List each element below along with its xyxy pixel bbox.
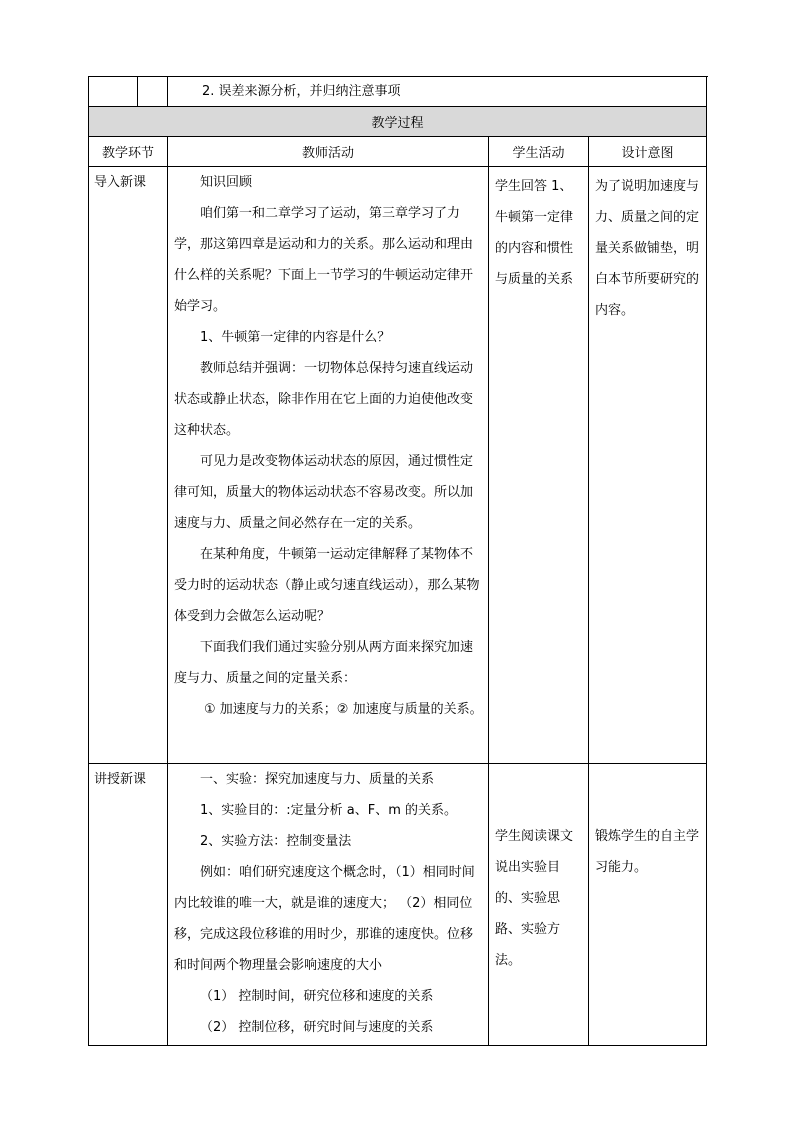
header-teacher: 教师活动 <box>168 137 489 167</box>
teacher-paragraph: 在某种角度，牛顿第一运动定律解释了某物体不受力时的运动状态（静止或匀速直线运动），那么某物体受到力会做怎么运动呢？ <box>174 547 480 624</box>
teacher-activity-cell <box>168 167 489 764</box>
teacher-paragraph: 1、牛顿第一定律的内容是什么？ <box>200 330 391 345</box>
header-stage: 教学环节 <box>89 137 168 167</box>
teacher-paragraph: 例如：咱们研究速度这个概念时，（1）相同时间内比较谁的唯一大，就是谁的速度大； （2）相同位移，完成这段位移谁的用时少，那谁的速度快。位移和时间两个物理量会影响速度的大小 <box>174 865 475 973</box>
teacher-paragraph: 可见力是改变物体运动状态的原因，通过惯性定律可知，质量大的物体运动状态不容易改变。所以加速度与力、质量之间必然存在一定的关系。 <box>174 454 474 531</box>
lesson-plan-table <box>88 76 707 1046</box>
teacher-paragraph: 1、实验目的：:定量分析 a、F、m 的关系。 <box>200 803 458 818</box>
design-intent-cell: 锻炼学生的自主学习能力。 <box>589 764 707 1046</box>
teacher-activity-cell <box>168 764 489 1046</box>
teacher-paragraph: 教师总结并强调：一切物体总保持匀速直线运动状态或静止状态，除非作用在它上面的力迫使他改变这种状态。 <box>174 361 474 438</box>
section-row-intro <box>89 167 707 764</box>
top-row-content-cell <box>168 77 707 107</box>
teacher-paragraph: 咱们第一和二章学习了运动，第三章学习了力学，那这第四章是运动和力的关系。那么运动和理由什么样的关系呢？下面上一节学习的牛顿运动定律开始学习。 <box>174 206 474 314</box>
student-activity-cell: 学生阅读课文说出实验目的、实验思路、实验方法。 <box>489 764 589 1046</box>
header-intent: 设计意图 <box>589 137 707 167</box>
band-title: 教学过程 <box>89 107 707 137</box>
stage-cell: 导入新课 <box>89 167 168 764</box>
top-row-left-cell <box>89 77 168 107</box>
teacher-paragraph: 知识回顾 <box>200 175 253 190</box>
teacher-paragraph: 一、实验：探究加速度与力、质量的关系 <box>200 772 435 787</box>
teacher-paragraph: 2、实验方法：控制变量法 <box>200 834 352 849</box>
stage-cell: 讲授新课 <box>89 764 168 1046</box>
band-row <box>89 107 707 137</box>
header-student: 学生活动 <box>489 137 589 167</box>
design-intent-cell: 为了说明加速度与力、质量之间的定量关系做铺垫，明白本节所要研究的内容。 <box>589 167 707 764</box>
section-row-teaching <box>89 764 707 1046</box>
header-row <box>89 137 707 167</box>
teacher-paragraph: 下面我们我们通过实验分别从两方面来探究加速度与力、质量之间的定量关系： <box>174 640 474 686</box>
teacher-paragraph: （1） 控制时间，研究位移和速度的关系 <box>200 989 434 1004</box>
teacher-paragraph: （2） 控制位移，研究时间与速度的关系 <box>200 1020 434 1035</box>
top-row-text: 2. 误差来源分析，并归纳注意事项 <box>202 84 401 99</box>
teacher-paragraph: ① 加速度与力的关系；② 加速度与质量的关系。 <box>204 702 483 717</box>
student-activity-cell: 学生回答 1、牛顿第一定律的内容和惯性与质量的关系 <box>489 167 589 764</box>
top-row <box>89 77 707 107</box>
